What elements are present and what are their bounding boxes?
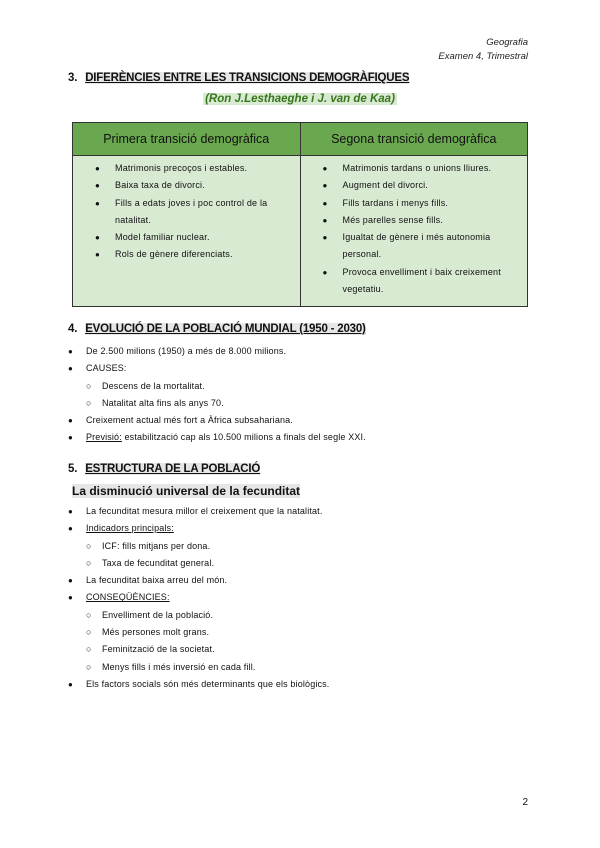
list-item: ● Previsió: estabilització cap als 10.500 milions a finals del segle XXI. <box>68 429 366 446</box>
section-4-heading <box>68 323 366 335</box>
first-transition-list <box>73 160 300 264</box>
bullet-icon: ● <box>95 181 101 191</box>
list-item: ○ Més persones molt grans. <box>68 624 329 641</box>
bullet-icon: ● <box>95 164 101 173</box>
bullet-icon: ● <box>68 416 73 426</box>
bullet-icon: ● <box>68 347 73 356</box>
bullet-icon: ● <box>68 507 73 516</box>
section-5-subheading: La disminució universal de la fecunditat <box>72 484 301 498</box>
list-item: ● Fills tardans i menys fills. <box>301 195 528 212</box>
circle-bullet-icon: ○ <box>86 609 92 620</box>
list-item: ● Més parelles sense fills. <box>301 212 528 229</box>
table-cell-first <box>73 156 301 307</box>
section-3-subtitle <box>0 93 600 105</box>
circle-bullet-icon: ○ <box>86 627 92 638</box>
circle-bullet-icon: ○ <box>86 644 92 655</box>
bullet-icon: ● <box>68 679 73 689</box>
list-item: ● CONSEQÜÈNCIES: <box>68 589 329 606</box>
list-item: ● Fills a edats joves i poc control de la natalitat. <box>73 195 300 230</box>
section-3-title: DIFERÈNCIES ENTRE LES TRANSICIONS DEMOGRÀFIQUES <box>85 72 410 84</box>
page-header <box>438 36 528 64</box>
bullet-icon: ● <box>68 433 73 443</box>
list-item: ● Rols de gènere diferenciats. <box>73 246 300 263</box>
section-4-number: 4. <box>68 323 78 335</box>
list-item: ○ Taxa de fecunditat general. <box>68 555 329 572</box>
table-header-first: Primera transició demogràfica <box>73 123 301 156</box>
bullet-icon: ● <box>68 576 73 586</box>
circle-bullet-icon: ○ <box>86 397 92 408</box>
list-item: ● Baixa taxa de divorci. <box>73 177 300 194</box>
list-item: ● Creixement actual més fort a Àfrica subsahariana. <box>68 412 366 429</box>
bullet-icon: ● <box>95 198 101 208</box>
circle-bullet-icon: ○ <box>86 661 92 672</box>
circle-bullet-icon: ○ <box>86 380 92 391</box>
circle-bullet-icon: ○ <box>86 540 92 551</box>
section-5-heading <box>68 463 260 475</box>
bullet-icon: ● <box>68 364 73 374</box>
bullet-icon: ● <box>322 233 328 243</box>
list-item: ● Matrimonis tardans o unions lliures. <box>301 160 528 177</box>
list-item: ● Els factors socials són més determinants que els biològics. <box>68 676 329 693</box>
list-item: ○ Feminització de la societat. <box>68 641 329 658</box>
section-3-heading <box>68 72 409 84</box>
bullet-icon: ● <box>68 524 73 534</box>
header-subject: Geografia <box>486 37 528 48</box>
second-transition-list <box>301 160 528 298</box>
list-item: ● Model familiar nuclear. <box>73 229 300 246</box>
list-item: ○ Menys fills i més inversió en cada fill. <box>68 659 329 676</box>
list-item: ● Provoca envelliment i baix creixement vegetatiu. <box>301 264 528 299</box>
section-4-list <box>68 343 366 447</box>
section-5-title: ESTRUCTURA DE LA POBLACIÓ <box>85 463 261 475</box>
list-item: ● CAUSES: <box>68 360 366 377</box>
section-4-title: EVOLUCIÓ DE LA POBLACIÓ MUNDIAL (1950 - 2030) <box>85 323 366 335</box>
table-header-second: Segona transició demogràfica <box>300 123 528 156</box>
bullet-icon: ● <box>322 198 328 208</box>
section-3-authors: (Ron J.Lesthaeghe i J. van de Kaa) <box>205 93 395 105</box>
bullet-icon: ● <box>95 233 101 243</box>
list-item: ○ Natalitat alta fins als anys 70. <box>68 395 366 412</box>
header-exam: Examen 4, Trimestral <box>438 51 528 62</box>
transitions-table <box>72 122 528 307</box>
bullet-icon: ● <box>322 215 328 225</box>
list-item: ● De 2.500 milions (1950) a més de 8.000 milions. <box>68 343 366 360</box>
bullet-icon: ● <box>322 164 328 173</box>
bullet-icon: ● <box>68 593 73 603</box>
list-item: ○ ICF: fills mitjans per dona. <box>68 538 329 555</box>
section-3-number: 3. <box>68 72 78 84</box>
bullet-icon: ● <box>322 267 328 277</box>
list-item: ● Matrimonis precoços i estables. <box>73 160 300 177</box>
section-5-list <box>68 503 329 693</box>
page-number: 2 <box>522 797 528 808</box>
section-5-number: 5. <box>68 463 78 475</box>
list-item: ● La fecunditat mesura millor el creixement que la natalitat. <box>68 503 329 520</box>
list-item: ● Indicadors principals: <box>68 520 329 537</box>
bullet-icon: ● <box>95 250 101 260</box>
forecast-label: Previsió: <box>86 432 122 443</box>
list-item: ○ Envelliment de la població. <box>68 607 329 624</box>
list-item: ● Augment del divorci. <box>301 177 528 194</box>
table-cell-second <box>300 156 528 307</box>
circle-bullet-icon: ○ <box>86 557 92 568</box>
bullet-icon: ● <box>322 181 328 191</box>
list-item: ● Igualtat de gènere i més autonomia personal. <box>301 229 528 264</box>
list-item: ○ Descens de la mortalitat. <box>68 378 366 395</box>
list-item: ● La fecunditat baixa arreu del món. <box>68 572 329 589</box>
